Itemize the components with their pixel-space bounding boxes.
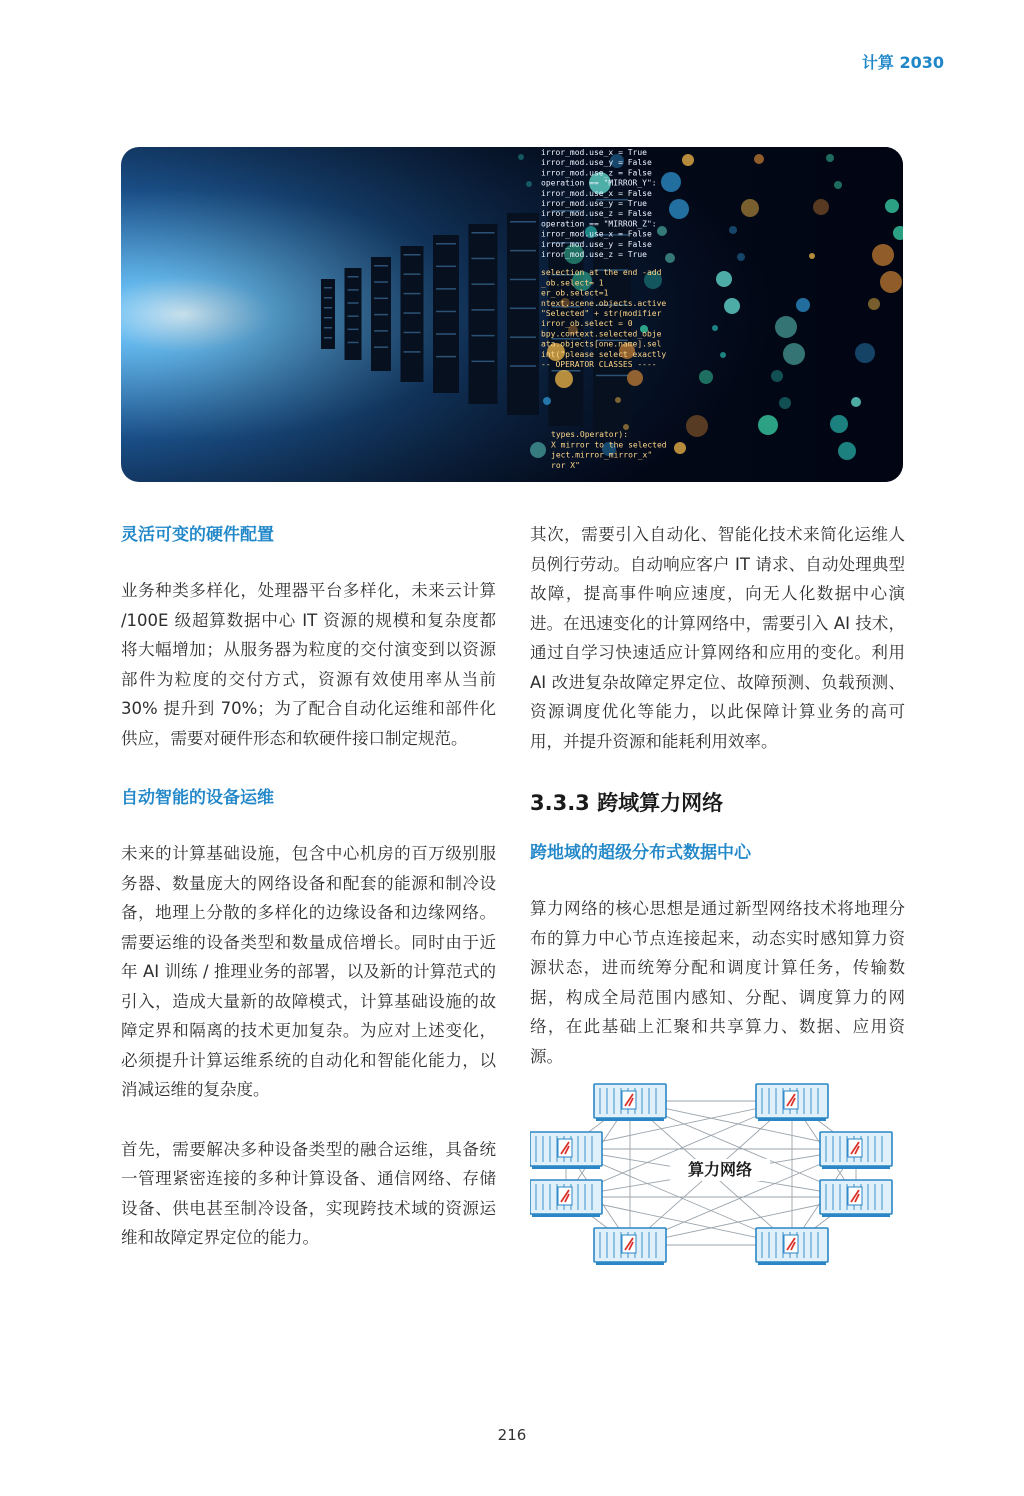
bokeh-light xyxy=(661,172,681,192)
rack-light xyxy=(436,288,456,290)
bokeh-light xyxy=(526,181,532,187)
bokeh-light xyxy=(741,199,759,217)
page-number: 216 xyxy=(497,1426,527,1444)
rack-light xyxy=(472,232,495,234)
rack-light xyxy=(472,309,495,311)
code-line: irror_mod.use_x = True xyxy=(541,148,647,157)
rack-light xyxy=(404,254,421,256)
code-line: -- OPERATOR CLASSES ---- xyxy=(541,360,657,369)
rack-light xyxy=(374,314,388,316)
bokeh-light xyxy=(872,244,894,266)
bokeh-light xyxy=(830,415,848,433)
server-rack xyxy=(401,246,424,382)
rack-light xyxy=(472,335,495,337)
bokeh-light xyxy=(518,154,524,160)
server-rack xyxy=(469,224,498,404)
rack-light xyxy=(404,312,421,314)
rack-light xyxy=(324,297,332,299)
code-line: bpy.context.selected_obje xyxy=(541,329,662,339)
code-line: irror_mod.use_y = False xyxy=(541,239,652,249)
code-line: operation == "MIRROR_Z": xyxy=(541,219,657,229)
rack-light xyxy=(510,365,536,367)
bokeh-light xyxy=(851,397,861,407)
rack-light xyxy=(510,308,536,310)
paragraph-unified-ops: 首先，需要解决多种设备类型的融合运维，具备统一管理紧密连接的多种计算设备、通信网络、存储设备、供电甚至制冷设备，实现跨技术域的资源运维和故障定界定位的能力。 xyxy=(121,1139,496,1247)
running-header: 计算 2030 xyxy=(861,53,944,72)
rack-light xyxy=(472,361,495,363)
section-title: 3.3.3 跨域算力网络 xyxy=(530,791,724,815)
code-line: irror_mod.use_x = False xyxy=(541,229,652,239)
bokeh-light xyxy=(834,181,842,189)
bokeh-light xyxy=(530,442,546,458)
container-datacenter-icon xyxy=(594,1228,666,1265)
rack-light xyxy=(374,265,388,267)
container-datacenter-icon xyxy=(756,1084,828,1121)
code-line: irror_mod.use_z = True xyxy=(541,250,647,259)
rack-light xyxy=(404,293,421,295)
bokeh-light xyxy=(880,271,902,293)
subheading-hardware-config: 灵活可变的硬件配置 xyxy=(121,525,274,545)
bokeh-light xyxy=(737,253,745,261)
bokeh-light xyxy=(809,253,815,259)
left-column xyxy=(121,520,496,1253)
bokeh-light xyxy=(665,253,675,263)
bokeh-light xyxy=(758,415,778,435)
bokeh-light xyxy=(779,397,791,409)
code-line: ject.mirror_mirror_x" xyxy=(551,450,653,460)
bokeh-light xyxy=(686,415,708,437)
bokeh-light xyxy=(885,199,899,213)
rack-light xyxy=(348,329,359,331)
bokeh-light xyxy=(682,154,694,166)
server-rack xyxy=(433,235,459,393)
rack-light xyxy=(404,273,421,275)
server-rack xyxy=(507,213,539,415)
bokeh-light xyxy=(720,352,726,358)
rack-light xyxy=(472,283,495,285)
code-line: ntext.scene.objects.active xyxy=(541,298,667,308)
rack-light xyxy=(404,332,421,334)
bokeh-light xyxy=(775,316,797,338)
bokeh-light xyxy=(712,325,718,331)
container-datacenter-icon xyxy=(756,1228,828,1265)
code-line: "Selected" + str(modifier xyxy=(541,309,662,318)
code-line: irror_ob.select = 0 xyxy=(541,319,633,329)
code-line: X mirror to the selected xyxy=(551,440,667,450)
code-line: ror X" xyxy=(551,460,580,470)
bokeh-light xyxy=(674,442,686,454)
bokeh-light xyxy=(699,370,713,384)
rack-light xyxy=(348,276,359,278)
container-datacenter-icon xyxy=(594,1084,666,1121)
bokeh-light xyxy=(826,154,834,162)
rack-light xyxy=(596,375,628,377)
code-line: types.Operator): xyxy=(551,430,629,440)
rack-light xyxy=(374,346,388,348)
rack-light xyxy=(436,243,456,245)
bokeh-light xyxy=(716,271,732,287)
rack-light xyxy=(374,330,388,332)
rack-light xyxy=(374,298,388,300)
code-line: irror_mod.use_z = False xyxy=(541,168,652,178)
code-line: irror_mod.use_y = False xyxy=(541,158,652,168)
rack-light xyxy=(436,356,456,358)
bokeh-light xyxy=(868,298,880,310)
right-column xyxy=(530,520,905,1283)
rack-light xyxy=(374,281,388,283)
server-rack xyxy=(345,268,362,360)
rack-light xyxy=(510,336,536,338)
container-datacenter-icon xyxy=(530,1180,602,1217)
rack-light xyxy=(348,315,359,317)
paragraph-computing-network: 算力网络的核心思想是通过新型网络技术将地理分布的算力中心节点连接起来，动态实时感知算力资源状态，进而统筹分配和调度计算任务，传输数据，构成全局范围内感知、分配、调度算力的网络，在此基础上汇聚和共享算力、数据、应用资源。 xyxy=(530,899,905,1066)
subheading-distributed-dc: 跨地域的超级分布式数据中心 xyxy=(530,843,751,863)
bokeh-light xyxy=(855,343,875,363)
rack-light xyxy=(348,342,359,344)
bokeh-light xyxy=(813,199,829,215)
rack-light xyxy=(436,266,456,268)
rack-light xyxy=(510,221,536,223)
rack-light xyxy=(472,258,495,260)
bokeh-light xyxy=(623,424,629,430)
rack-light xyxy=(436,311,456,313)
rack-light xyxy=(324,317,332,319)
rack-light xyxy=(348,302,359,304)
code-line: irror_mod.use_z = False xyxy=(541,209,652,219)
rack-light xyxy=(324,287,332,289)
code-line: ata.objects[one.name].sel xyxy=(541,339,662,349)
bokeh-light xyxy=(838,442,856,460)
rack-light xyxy=(324,337,332,339)
rack-light xyxy=(324,307,332,309)
rack-light xyxy=(510,250,536,252)
rack-light xyxy=(436,333,456,335)
code-line: er_ob.select=1 xyxy=(541,288,609,298)
paragraph-hardware-config: 业务种类多样化，处理器平台多样化，未来云计算 /100E 级超算数据中心 IT 资源的规模和复杂度都将大幅增加；从服务器为粒度的交付演变到以资源部件为粒度的交付方式，资源有效使用率从当前 30% 提升到 70%；为了配合自动化运维和部件化供应，需要对硬件形态和软硬件接口制定规范。 xyxy=(121,581,496,748)
bokeh-light xyxy=(555,370,573,388)
bokeh-light xyxy=(796,298,810,312)
bokeh-light xyxy=(754,154,764,164)
container-datacenter-icon xyxy=(820,1132,892,1169)
bokeh-light xyxy=(615,397,621,403)
bokeh-light xyxy=(724,298,740,314)
bokeh-light xyxy=(771,370,783,382)
rack-light xyxy=(324,327,332,329)
code-line: _ob.select= 1 xyxy=(541,278,604,288)
code-line: operation == "MIRROR_Y": xyxy=(541,178,657,188)
container-datacenter-icon xyxy=(820,1180,892,1217)
bokeh-light xyxy=(657,226,667,236)
hero-image xyxy=(121,147,903,482)
rack-light xyxy=(510,279,536,281)
code-line: selection at the end -add xyxy=(541,268,662,278)
rack-light xyxy=(404,351,421,353)
paragraph-automation: 其次，需要引入自动化、智能化技术来简化运维人员例行劳动。自动响应客户 IT 请求、自动处理典型故障，提高事件响应速度，向无人化数据中心演进。在迅速变化的计算网络中，需要引入 AI 技术，通过自学习快速适应计算网络和应用的变化。利用 AI 改进复杂故障定界定位、故障预测、负载预测、资源调度优化等能力，以此保障计算业务的高可用，并提升资源和能耗利用效率。 xyxy=(530,525,905,751)
code-line: irror_mod.use_x = False xyxy=(541,188,652,198)
diagram-center-label: 算力网络 xyxy=(670,1159,770,1181)
bokeh-light xyxy=(669,199,689,219)
rack-light xyxy=(348,289,359,291)
code-line: irror_mod.use_y = True xyxy=(541,199,647,208)
bokeh-light xyxy=(729,226,737,234)
subheading-intelligent-ops: 自动智能的设备运维 xyxy=(121,788,274,808)
computing-network-diagram xyxy=(530,1083,910,1283)
code-line: int("please select exactly xyxy=(541,349,667,359)
container-datacenter-icon xyxy=(530,1132,602,1169)
bokeh-light xyxy=(783,343,805,365)
paragraph-intelligent-ops: 未来的计算基础设施，包含中心机房的百万级别服务器、数量庞大的网络设备和配套的能源和制冷设备，地理上分散的多样化的边缘设备和边缘网络。需要运维的设备类型和数量成倍增长。同时由于近年 AI 训练 / 推理业务的部署，以及新的计算范式的引入，造成大量新的故障模式，计算基础设施的故障定界和隔离的技术更加复杂。为应对上述变化，必须提升计算运维系统的自动化和智能化能力，以消减运维的复杂度。 xyxy=(121,844,496,1099)
bokeh-light xyxy=(543,397,551,405)
bokeh-light xyxy=(627,370,643,386)
